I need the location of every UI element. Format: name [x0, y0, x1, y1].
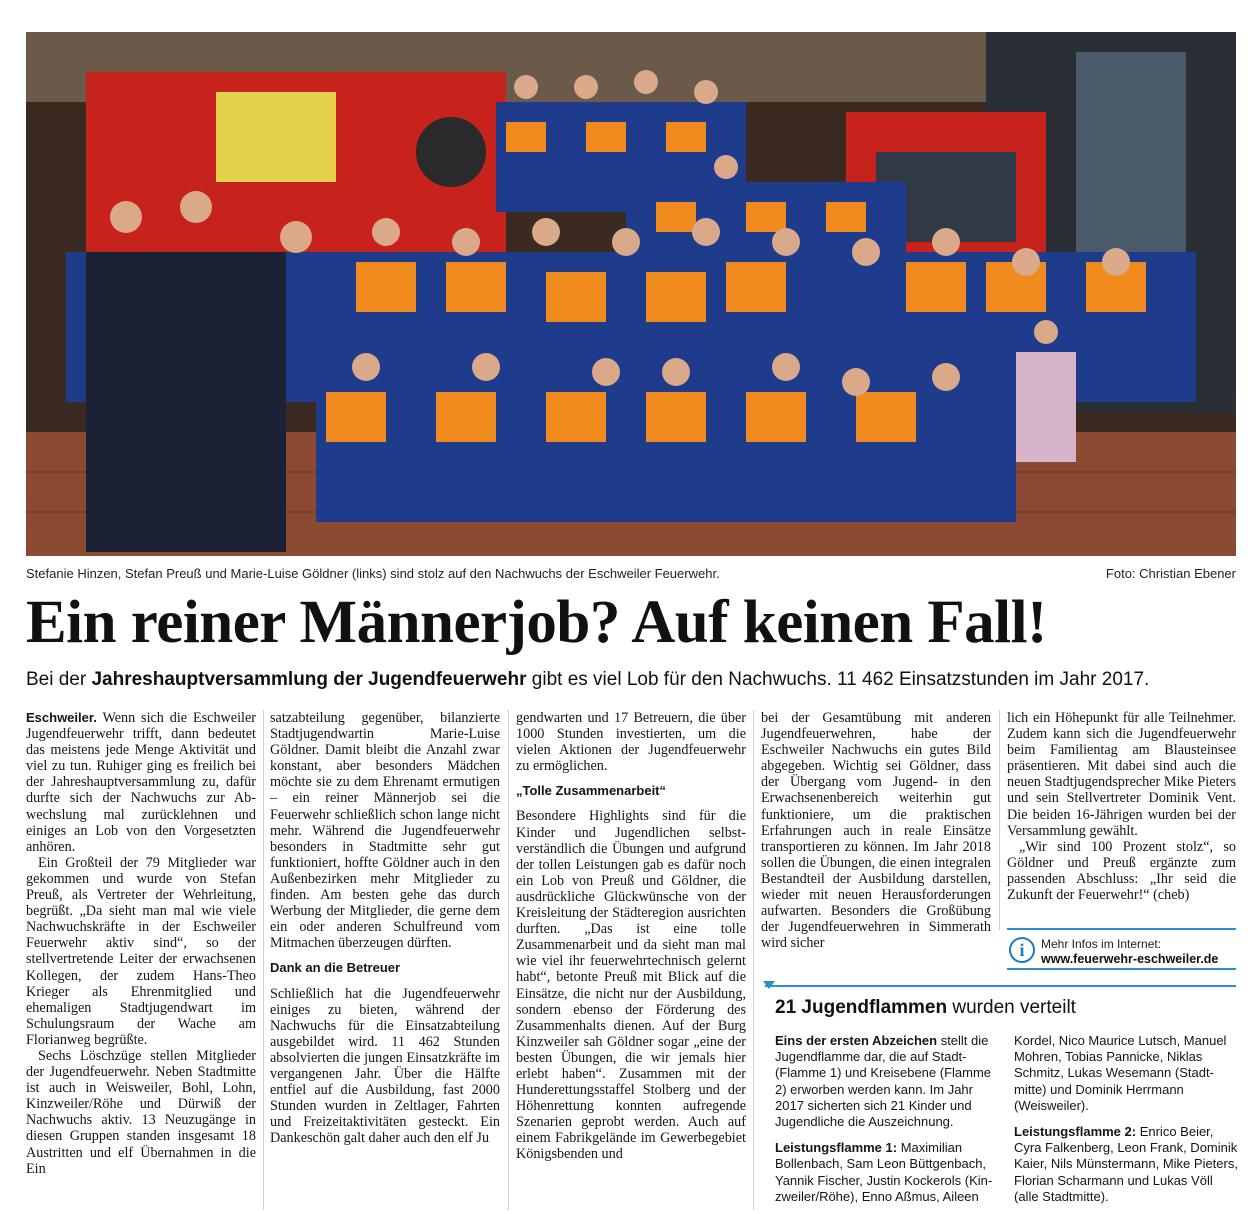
paragraph: Kordel, Nico Maurice Lutsch, Manuel Mohren, Tobias Pannicke, Niklas Schmitz, Lukas Wesemann (Stadtmitte) und Dominik Herrmann (Weisweiler).	[1014, 1033, 1227, 1113]
paragraph	[1014, 1124, 1240, 1205]
subline-bold: Jahreshauptversammlung der Jugendfeuerwehr	[91, 669, 527, 690]
paragraph-text: stellt die Jugendflamme dar, die auf Stadt- (Flamme 1) und Kreisebene (Flamme 2) erworben werden kann. Im Jahr 2017 sicherten sich 21 Kinder und Jugendliche die Auszeichnung.	[775, 1033, 992, 1130]
group-photo-illustration	[26, 32, 1236, 556]
paragraph-text: Enrico Beier, Cyra Falkenberg, Leon Frank, Dominik Kaier, Nils Münstermann, Mike Pieters, Florian Scharmann und Lukas Völl (alle Stadtmitte).	[1014, 1124, 1238, 1204]
box-pointer-icon	[763, 981, 775, 989]
article-column-4	[761, 710, 991, 951]
paragraph: satzabteilung gegenüber, bilanzierte Stadtjugendwartin Marie-Luise Göldner. Damit bleibt die Anzahl zwar konstant, aber besonders Mädchen möchte sie zu dem Ehrenamt ermutigen – ein reiner Männerjob sei die Feuerwehr schließlich schon lange nicht mehr. Während die Jugendfeuerwehr besonders in Stadtmitte sehr gut funktioniert, hoffte Göldner auch in den Außenbezirken mehr Mitglieder zu finden. Am besten gehe das durch Werbung der Mitglieder, die gerne dem ein oder anderen Schulfreund vom Mitmachen überzeugen dürften.	[270, 710, 500, 952]
article-column-2	[270, 710, 500, 1146]
column-rule	[999, 710, 1000, 930]
paragraph: Sechs Löschzüge stellen Mitglieder der Jugendfeuerwehr. Neben Stadtmitte ist auch in Weisweiler, Bohl, Lohn, Kinzweiler/Röhe und Dürwiß der Nachwuchs aktiv. 13 Neuzugänge in diesen Gruppen standen insgesamt 18 Austritten und elf Übernahmen in die Ein	[26, 1047, 256, 1177]
dateline: Eschweiler.	[26, 710, 97, 725]
box-title-bold: 21 Jugendflammen	[775, 997, 948, 1018]
headline: Ein reiner Männerjob? Auf keinen Fall!	[26, 589, 1047, 656]
paragraph: lich ein Höhepunkt für alle Teilnehmer. Zudem kann sich die Jugendfeuerwehr beim Familientag am Blausteinsee präsentieren. Mit dabei sind auch die neuen Stadtjugendsprecher Mike Pieters und sein Stellvertreter Dominik Vent. Die beiden 16-Jährigen wurden bei der Versammlung gewählt.	[1007, 710, 1236, 839]
column-rule	[263, 710, 264, 1210]
paragraph: Besondere Highlights sind für die Kinder und Jugendlichen selbstverständlich die Übungen und aufgrund der tollen Leistungen gab es dafür noch ein Lob von Preuß und Göldner, die ausdrückliche Glückwünsche von der Kreisleitung der Städteregion ausrichten durften. „Das ist eine tolle Zusammenarbeit und da sieht man mal wie viel ihr feuerwehrtechnisch gelernt habt“, betonte Preuß mit Blick auf die Einsätze, die nicht nur der Ausbildung, sondern ebenso der Förderung des Zusammenhalts dienen. Auf der Burg Kinzweiler sah Göldner sogar „eine der besten Übungen, die wir jemals hier erlebt haben“. Zusammen mit der Hunderettungsstaffel Stolberg und der Höhenrettung konnten aufregende Szenarien geprobt werden. Auch auf einem Fabrikgelände im Gewerbegebiet Königsbenden und	[516, 808, 746, 1163]
info-label: Mehr Infos im Internet:	[1041, 937, 1162, 951]
box-title-rest: wurden verteilt	[947, 997, 1076, 1018]
bold-lead: Leistungsflamme 1:	[775, 1140, 898, 1156]
paragraph-text: Wenn sich die Eschweiler Jugendfeuerwehr trifft, dann bedeutet das meistens jede Menge Aktivität und viel zu tun. Ruhiger ging es freilich bei der Jahreshauptversammlung zu, dafür durfte sich der Nachwuchs zur Abwechslung mal zurücklehnen und einiges an Lob von den Vorgesetzten anhören.	[26, 710, 256, 855]
subheading: Dank an die Betreuer	[270, 960, 401, 976]
bold-lead: Eins der ersten Abzeichen	[775, 1033, 938, 1048]
box-title	[775, 997, 1076, 1019]
paragraph: Schließlich hat die Jugendfeuerwehr einiges zu bieten, während der Nachwuchs für die Einsatzabteilung ausgebildet wird. 11 462 Stunden absolvierten die jungen Einsatzkräfte im vergangenen Jahr. Über die Hälfte entfiel auf die Ausbildung, fast 2000 Stunden wurden in Zeltlager, Fahrten und Freizeitaktivitäten gesteckt. Ein Dankeschön galt daher auch den elf Ju	[270, 985, 500, 1147]
info-icon: i	[1009, 937, 1035, 963]
article-column-1	[26, 710, 256, 1177]
group-photo	[26, 32, 1236, 556]
caption-text: Stefanie Hinzen, Stefan Preuß und Marie-Luise Göldner (links) sind stolz auf den Nachwuchs der Eschweiler Feuerwehr.	[26, 566, 720, 581]
paragraph: bei der Gesamtübung mit anderen Jugendfeuerwehren, habe der Eschweiler Nachwuchs ein gutes Bild abgegeben. Wichtig sei Göldner, dass der Übergang vom Jugend- in den Erwachsenenbereich weiterhin gut funktioniere, um die praktischen Erfahrungen auch in reale Einsätze transportieren zu können. Im Jahr 2018 sollen die Übungen, die einen integralen Bestandteil der Ausbildung darstellen, wieder mit neuen Herausforderungen aufwarten. Besonders die Großübung der Jugendfeuerwehren in Simmerath wird sicher	[761, 710, 991, 952]
info-link[interactable]: www.feuerwehr-eschweiler.de	[1041, 952, 1219, 966]
paragraph	[775, 1033, 1001, 1130]
subline-post: gibt es viel Lob für den Nachwuchs. 11 462 Einsatzstunden im Jahr 2017.	[526, 669, 1150, 690]
paragraph: Ein Großteil der 79 Mitglieder war gekommen und wurde von Stefan Preuß, als Vertreter der Wehrleitung, begrüßt. „Da sieht man mal wie viele Nachwuchskräfte in der Eschweiler Feuerwehr aktiv sind“, so der stellvertretende Leiter der erwachsenen Kollegen, der zudem Hans-Theo Krieger als Ehrenmitglied und ehemaligen Stadtjugendwart im Schulungsraum der Wache am Florianweg begrüßte.	[26, 854, 256, 1048]
article-column-5	[1007, 710, 1236, 903]
paragraph: „Wir sind 100 Prozent stolz“, so Göldner und Preuß ergänzte zum passenden Abschluss: „Ihr seid die Zukunft der Feuerwehr!“ (cheb)	[1007, 838, 1236, 904]
paragraph: gendwarten und 17 Betreuern, die über 1000 Stunden investierten, um die vielen Aktionen der Jugendfeuerwehr zu ermöglichen.	[516, 710, 746, 775]
paragraph-text: Maximilian Bollenbach, Sam Leon Büttgenbach, Yannik Fischer, Justin Kockerols (Kinzweiler/Röhe), Enno Aßmus, Aileen	[775, 1140, 993, 1204]
paragraph	[775, 1140, 1001, 1205]
bold-lead: Leistungsflamme 2:	[1014, 1124, 1137, 1140]
subline	[26, 668, 1236, 692]
column-rule	[508, 710, 509, 1210]
column-rule	[753, 710, 754, 1210]
photo-caption	[26, 563, 1236, 583]
jugendflammen-box	[765, 985, 1236, 1214]
subline-pre: Bei der	[26, 669, 92, 690]
box-column-2	[1014, 1033, 1240, 1205]
info-box	[1007, 928, 1236, 970]
article-column-3	[516, 710, 746, 1163]
subheading: „Tolle Zusammenarbeit“	[516, 783, 667, 799]
box-column-1	[775, 1033, 1001, 1205]
photo-credit: Foto: Christian Ebener	[1105, 566, 1236, 581]
paragraph	[26, 710, 256, 855]
